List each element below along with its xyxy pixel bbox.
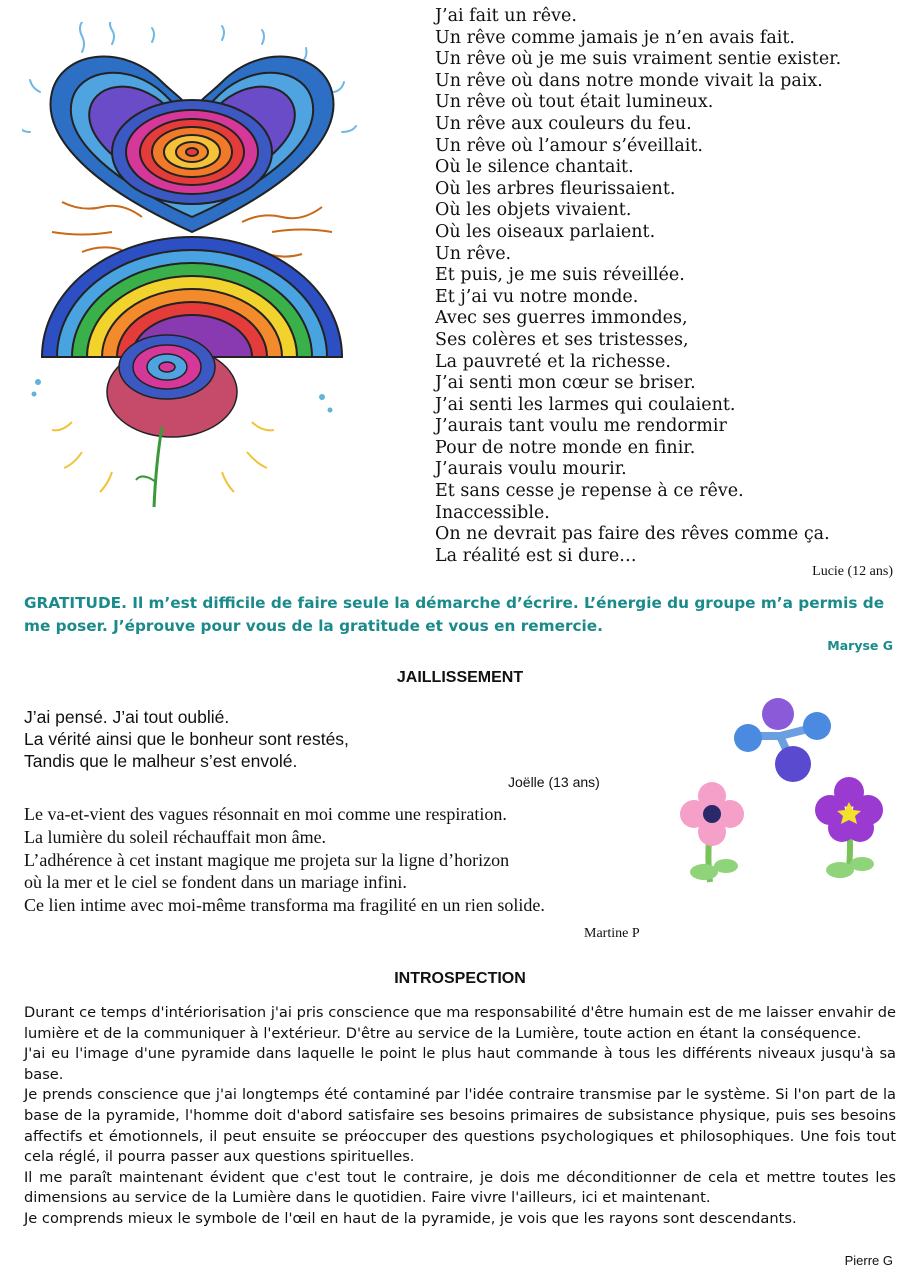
heart-rainbow-drawing — [22, 22, 367, 522]
introspection-text — [24, 1003, 896, 1230]
poem-author: Lucie (12 ans) — [812, 564, 893, 579]
poem-line: J’ai fait un rêve. — [435, 6, 577, 26]
poem-joelle — [24, 706, 584, 772]
poem-line: Et sans cesse je repense à ce rêve. — [435, 481, 744, 502]
poem-line: J’ai senti mon cœur se briser. — [435, 373, 696, 394]
poem-line: J’ai pensé. J’ai tout oublié. — [24, 707, 230, 727]
poem-line: Où les arbres fleurissaient. — [435, 178, 676, 199]
poem-line: Ses colères et ses tristesses, — [435, 329, 689, 350]
poem-line: Inaccessible. — [435, 502, 550, 523]
section-title-introspection: INTROSPECTION — [394, 970, 526, 987]
poem-reve — [435, 6, 905, 567]
poem-line: Un rêve aux couleurs du feu. — [435, 113, 692, 134]
poem-line: J’ai senti les larmes qui coulaient. — [435, 394, 736, 415]
poem-line: J’aurais tant voulu me rendormir — [435, 416, 727, 437]
poem-line: Un rêve comme jamais je n’en avais fait. — [435, 27, 795, 48]
gratitude-author: Maryse G — [827, 638, 893, 653]
poem-line: Où les objets vivaient. — [435, 200, 632, 221]
poem-line: J’aurais voulu mourir. — [435, 459, 627, 480]
poem-line: La réalité est si dure… — [435, 545, 637, 566]
poem-line: La pauvreté et la richesse. — [435, 351, 671, 372]
poem-line: Où le silence chantait. — [435, 157, 634, 178]
poem-line: Où les oiseaux parlaient. — [435, 221, 656, 242]
poem-line: Pour de notre monde en finir. — [435, 437, 696, 458]
flowers-drawing — [672, 692, 904, 904]
poem-line: Le va-et-vient des vagues résonnait en moi comme une respiration. — [24, 804, 507, 824]
paragraph: J'ai eu l'image d'une pyramide dans laquelle le point le plus haut commande à tous les différents niveaux jusqu'à sa base. — [24, 1045, 896, 1083]
poem-line: La vérité ainsi que le bonheur sont restés, — [24, 729, 349, 749]
section-title-jaillissement: JAILLISSEMENT — [396, 669, 524, 686]
poem-line: Et puis, je me suis réveillée. — [435, 265, 685, 286]
poem-line: Un rêve. — [435, 243, 512, 264]
poem-author: Martine P — [584, 926, 640, 941]
gratitude-text: GRATITUDE. Il m’est difficile de faire seule la démarche d’écrire. L’énergie du groupe m’a permis de me poser. J’éprouve pour vous de la gratitude et vous en remercie. — [24, 594, 885, 635]
poem-line: L’adhérence à cet instant magique me projeta sur la ligne d’horizon — [24, 849, 510, 870]
paragraph: Durant ce temps d'intériorisation j'ai pris conscience que ma responsabilité d'être humain est de me laisser envahir de lumière et de la communiquer à l'extérieur. D'être au service de la Lumière, toute action en étant la conséquence. — [24, 1004, 896, 1042]
poem-martine — [24, 803, 664, 917]
poem-line: Et j’ai vu notre monde. — [435, 286, 639, 307]
poem-author: Joëlle (13 ans) — [508, 774, 600, 790]
poem-line: Un rêve où dans notre monde vivait la paix. — [435, 70, 823, 91]
poem-line: Un rêve où je me suis vraiment sentie exister. — [435, 49, 842, 70]
paragraph: Je prends conscience que j'ai longtemps été contaminé par l'idée contraire transmise par le système. Si l'on part de la base de la pyramide, l'homme doit d'abord satisfaire ses besoins primaires de subsistance physique, puis ses besoins affectifs et émotionnels, il peut ensuite se préoccuper des questions psychologiques et philosophiques. Une fois tout cela réglé, il pourra passer aux questions spirituelles. — [24, 1086, 896, 1166]
introspection-author: Pierre G — [844, 1253, 893, 1268]
poem-line: Un rêve où l’amour s’éveillait. — [435, 135, 703, 156]
poem-line: Un rêve où tout était lumineux. — [435, 92, 714, 113]
paragraph: Je comprends mieux le symbole de l'œil en haut de la pyramide, je vois que les rayons sont descendants. — [24, 1209, 797, 1227]
poem-line: Ce lien intime avec moi-même transforma ma fragilité en un rien solide. — [24, 895, 545, 916]
poem-line: Avec ses guerres immondes, — [435, 308, 688, 329]
poem-line: Tandis que le malheur s’est envolé. — [24, 751, 298, 771]
poem-line: La lumière du soleil réchauffait mon âme. — [24, 826, 327, 847]
paragraph: Il me paraît maintenant évident que c'est tout le contraire, je dois me déconditionner de cela et mettre toutes les dimensions au service de la Lumière dans le quotidien. Faire vivre l'ailleurs, ici et maintenant. — [24, 1168, 896, 1207]
poem-line: où la mer et le ciel se fondent dans un mariage infini. — [24, 872, 407, 893]
poem-line: On ne devrait pas faire des rêves comme ça. — [435, 524, 830, 545]
